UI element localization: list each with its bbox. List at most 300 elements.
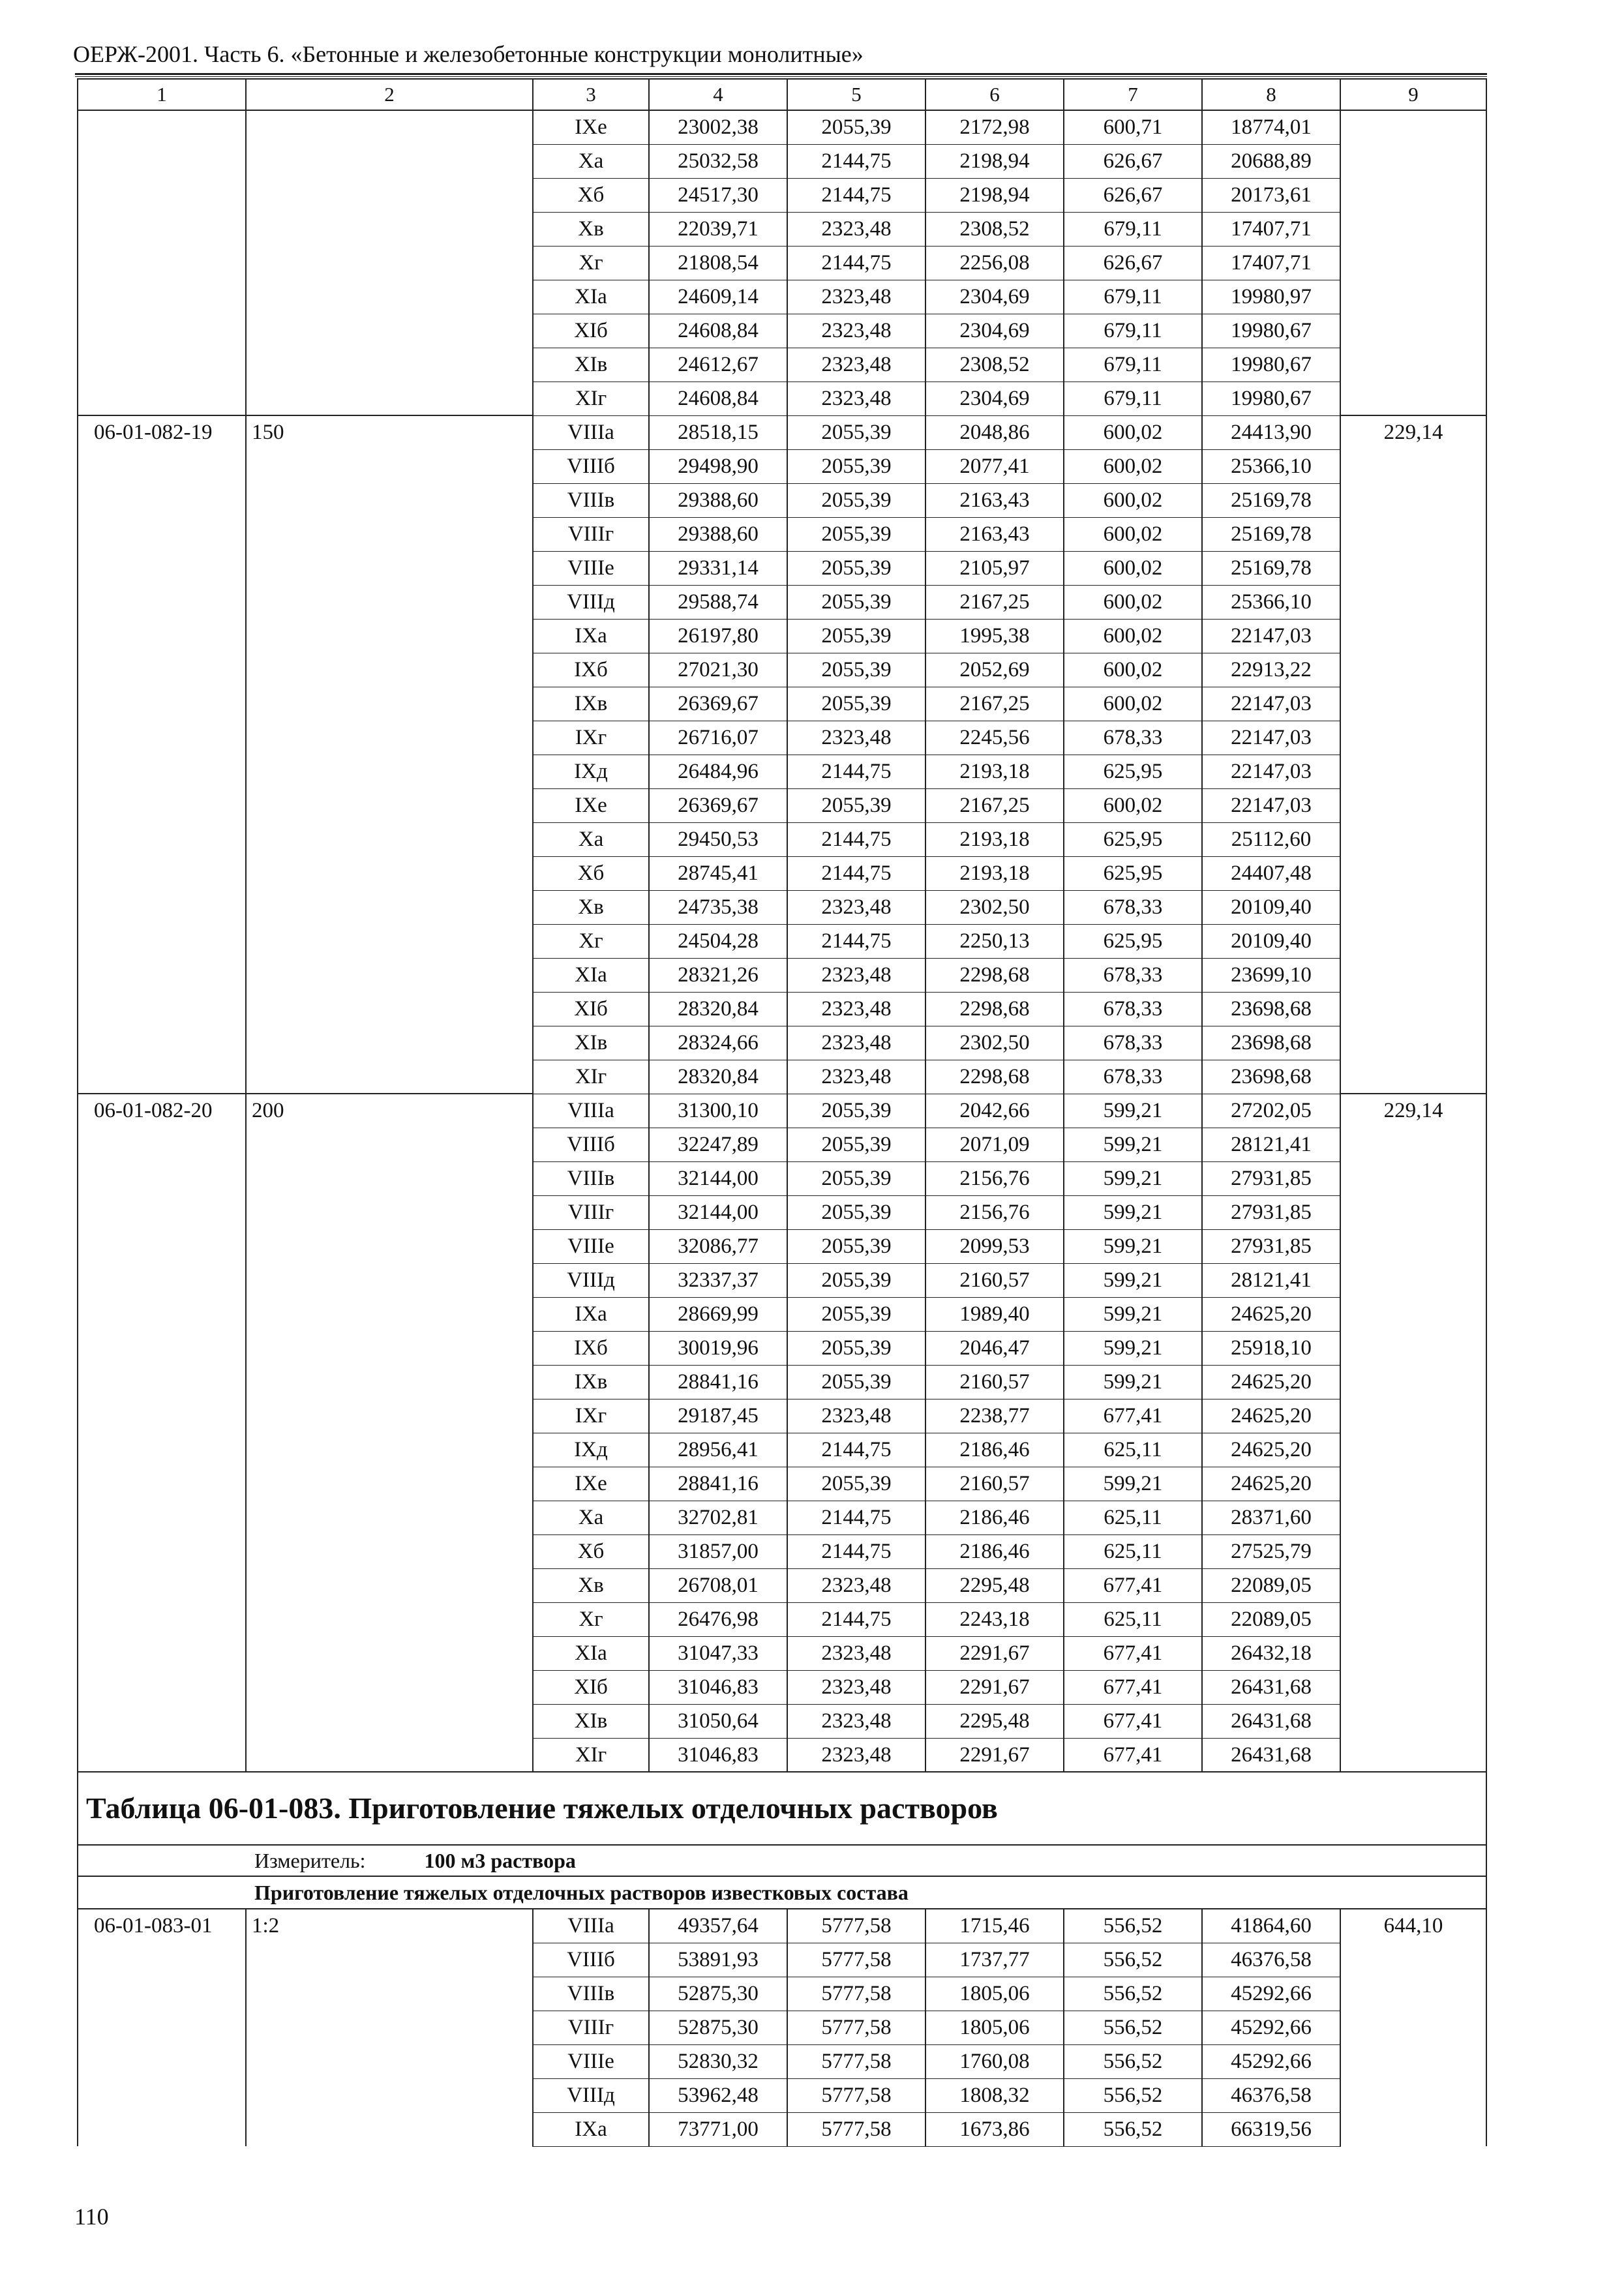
table-cell: 22147,03 (1202, 687, 1340, 721)
column-header: 7 (1064, 79, 1202, 110)
table-cell: 2055,39 (787, 619, 925, 653)
table-cell: 28320,84 (649, 992, 787, 1026)
table-row (78, 110, 1486, 144)
table-cell: 19980,67 (1202, 314, 1340, 348)
table-cell: 2291,67 (925, 1738, 1064, 1772)
table-cell: 600,02 (1064, 449, 1202, 483)
table-cell: 677,41 (1064, 1568, 1202, 1602)
table-cell: 24407,48 (1202, 856, 1340, 890)
table-cell: 24625,20 (1202, 1297, 1340, 1331)
table-cell: 679,11 (1064, 348, 1202, 382)
table-cell: 5777,58 (787, 1977, 925, 2011)
table-cell: 600,02 (1064, 483, 1202, 517)
table-cell: Xв (533, 1568, 649, 1602)
table-cell: XIг (533, 1738, 649, 1772)
table-cell: 46376,58 (1202, 2078, 1340, 2112)
table-cell: 25169,78 (1202, 517, 1340, 551)
meter-cell (78, 1845, 1486, 1876)
table-cell: 2302,50 (925, 1026, 1064, 1060)
norm-col9 (1340, 110, 1486, 415)
table-cell: 31300,10 (649, 1094, 787, 1128)
table-cell: 24612,67 (649, 348, 787, 382)
table-cell: VIIIб (533, 449, 649, 483)
table-cell: 2323,48 (787, 1636, 925, 1670)
table-cell: 30019,96 (649, 1331, 787, 1365)
table-cell: 2055,39 (787, 551, 925, 585)
table-cell: 19980,67 (1202, 382, 1340, 415)
table-cell: VIIIг (533, 1195, 649, 1229)
table-cell: IXб (533, 653, 649, 687)
table-title-row (78, 1772, 1486, 1845)
table-cell: 27931,85 (1202, 1161, 1340, 1195)
table-cell: 28745,41 (649, 856, 787, 890)
table-cell: 2144,75 (787, 1602, 925, 1636)
table-cell: 25169,78 (1202, 551, 1340, 585)
table-cell: 556,52 (1064, 1943, 1202, 1977)
table-cell: 2295,48 (925, 1568, 1064, 1602)
table-cell: 2323,48 (787, 890, 925, 924)
table-cell: VIIIe (533, 2044, 649, 2078)
table-cell: 2055,39 (787, 1331, 925, 1365)
table-cell: 22147,03 (1202, 619, 1340, 653)
table-cell: 2055,39 (787, 1297, 925, 1331)
table-cell: 2186,46 (925, 1433, 1064, 1467)
table-cell: Xa (533, 144, 649, 178)
norm-code: 06-01-082-20 (78, 1094, 246, 1772)
norm-code: 06-01-083-01 (78, 1909, 246, 2146)
table-cell: XIг (533, 1060, 649, 1094)
table-cell: 5777,58 (787, 2078, 925, 2112)
table-cell: 2144,75 (787, 1501, 925, 1534)
table-cell: 2099,53 (925, 1229, 1064, 1263)
table-cell: 53891,93 (649, 1943, 787, 1977)
table-cell: IXe (533, 1467, 649, 1501)
page-header: ОЕРЖ-2001. Часть 6. «Бетонные и железобетонные конструкции монолитные» (73, 41, 864, 67)
table-cell: 25169,78 (1202, 483, 1340, 517)
table-cell: 625,11 (1064, 1534, 1202, 1568)
table-cell: IXг (533, 1399, 649, 1433)
table-cell: 31046,83 (649, 1738, 787, 1772)
table-cell: IXa (533, 2112, 649, 2146)
column-header: 1 (78, 79, 246, 110)
norm-col9: 644,10 (1340, 1909, 1486, 2146)
table-cell: 677,41 (1064, 1738, 1202, 1772)
table-cell: 1808,32 (925, 2078, 1064, 2112)
table-cell: 18774,01 (1202, 110, 1340, 144)
table-cell: 678,33 (1064, 1060, 1202, 1094)
column-header: 5 (787, 79, 925, 110)
table-cell: 2160,57 (925, 1263, 1064, 1297)
table-cell: 2144,75 (787, 246, 925, 280)
table-cell: 2250,13 (925, 924, 1064, 958)
table-cell: 25032,58 (649, 144, 787, 178)
table-cell: 2323,48 (787, 1568, 925, 1602)
table-cell: Xв (533, 212, 649, 246)
table-cell: 2055,39 (787, 1229, 925, 1263)
table-cell: 20109,40 (1202, 890, 1340, 924)
table-cell: 626,67 (1064, 144, 1202, 178)
table-cell: 32144,00 (649, 1195, 787, 1229)
table-cell: Xa (533, 822, 649, 856)
table-cell: 22089,05 (1202, 1602, 1340, 1636)
table-cell: 556,52 (1064, 1909, 1202, 1943)
table-cell: 45292,66 (1202, 2044, 1340, 2078)
table-cell: 2048,86 (925, 415, 1064, 449)
table-cell: 22147,03 (1202, 755, 1340, 788)
table-cell: 29187,45 (649, 1399, 787, 1433)
table-cell: 5777,58 (787, 2011, 925, 2044)
header-rule (75, 73, 1487, 75)
table-cell: 2323,48 (787, 721, 925, 755)
table-cell: 26197,80 (649, 619, 787, 653)
table-cell: 2193,18 (925, 856, 1064, 890)
table-cell: 2156,76 (925, 1161, 1064, 1195)
table-cell: 23002,38 (649, 110, 787, 144)
table-cell: 2055,39 (787, 1094, 925, 1128)
table-cell: 2042,66 (925, 1094, 1064, 1128)
table-cell: 73771,00 (649, 2112, 787, 2146)
table-cell: 26369,67 (649, 788, 787, 822)
table-cell: 27525,79 (1202, 1534, 1340, 1568)
norm-parameter: 1:2 (246, 1909, 533, 2146)
table-cell: 22147,03 (1202, 788, 1340, 822)
table-cell: Xб (533, 856, 649, 890)
table-cell: XIг (533, 382, 649, 415)
table-cell: VIIIв (533, 1977, 649, 2011)
column-header: 8 (1202, 79, 1340, 110)
table-cell: 679,11 (1064, 280, 1202, 314)
table-cell: IXв (533, 687, 649, 721)
table-cell: 2144,75 (787, 822, 925, 856)
table-cell: 32144,00 (649, 1161, 787, 1195)
table-cell: 2298,68 (925, 1060, 1064, 1094)
table-cell: 20173,61 (1202, 178, 1340, 212)
header-rule-thin (75, 76, 1487, 77)
table-cell: XIб (533, 1670, 649, 1704)
table-cell: 2193,18 (925, 755, 1064, 788)
table-cell: 5777,58 (787, 1909, 925, 1943)
table-cell: 41864,60 (1202, 1909, 1340, 1943)
table-title: Таблица 06-01-083. Приготовление тяжелых отделочных растворов (78, 1772, 1486, 1845)
table-cell: 2144,75 (787, 856, 925, 890)
table-cell: 2156,76 (925, 1195, 1064, 1229)
table-cell: IXa (533, 619, 649, 653)
table-cell: 2323,48 (787, 992, 925, 1026)
table-cell: 1715,46 (925, 1909, 1064, 1943)
table-cell: 26484,96 (649, 755, 787, 788)
table-cell: 24625,20 (1202, 1467, 1340, 1501)
table-cell: 1989,40 (925, 1297, 1064, 1331)
table-cell: VIIIд (533, 1263, 649, 1297)
table-cell: 2055,39 (787, 1365, 925, 1399)
table-cell: VIIIв (533, 483, 649, 517)
table-cell: 45292,66 (1202, 1977, 1340, 2011)
table-cell: IXв (533, 1365, 649, 1399)
column-header: 3 (533, 79, 649, 110)
table-cell: 28121,41 (1202, 1128, 1340, 1161)
norm-col9: 229,14 (1340, 1094, 1486, 1772)
table-cell: 24625,20 (1202, 1365, 1340, 1399)
table-cell: 28324,66 (649, 1026, 787, 1060)
table-cell: 26708,01 (649, 1568, 787, 1602)
price-table (77, 78, 1487, 2147)
table-cell: Xб (533, 178, 649, 212)
table-cell: 32702,81 (649, 1501, 787, 1534)
table-cell: 53962,48 (649, 2078, 787, 2112)
table-cell: 5777,58 (787, 2044, 925, 2078)
table-cell: 2167,25 (925, 687, 1064, 721)
table-cell: 5777,58 (787, 1943, 925, 1977)
table-cell: 2055,39 (787, 1161, 925, 1195)
table-cell: 2055,39 (787, 653, 925, 687)
table-cell: 29498,90 (649, 449, 787, 483)
table-cell: 23698,68 (1202, 1026, 1340, 1060)
table-cell: 26432,18 (1202, 1636, 1340, 1670)
table-cell: XIв (533, 1704, 649, 1738)
table-cell: 679,11 (1064, 314, 1202, 348)
table-cell: VIIIд (533, 585, 649, 619)
table-cell: VIIIe (533, 1229, 649, 1263)
table-cell: 677,41 (1064, 1704, 1202, 1738)
table-cell: Xб (533, 1534, 649, 1568)
subsection-title: Приготовление тяжелых отделочных растворов известковых состава (78, 1876, 1486, 1909)
table-cell: 2163,43 (925, 483, 1064, 517)
table-cell: 625,95 (1064, 822, 1202, 856)
table-cell: XIв (533, 348, 649, 382)
table-cell: 2323,48 (787, 348, 925, 382)
table-cell: 625,11 (1064, 1433, 1202, 1467)
table-cell: 2298,68 (925, 992, 1064, 1026)
table-cell: 31047,33 (649, 1636, 787, 1670)
table-cell: Xг (533, 246, 649, 280)
table-cell: 2198,94 (925, 178, 1064, 212)
table-cell: 678,33 (1064, 1026, 1202, 1060)
table-cell: 600,02 (1064, 619, 1202, 653)
table-cell: 2198,94 (925, 144, 1064, 178)
table-cell: 29450,53 (649, 822, 787, 856)
table-cell: 2144,75 (787, 755, 925, 788)
table-cell: 2304,69 (925, 382, 1064, 415)
table-cell: 32337,37 (649, 1263, 787, 1297)
table-cell: 2186,46 (925, 1501, 1064, 1534)
table-cell: VIIIв (533, 1161, 649, 1195)
table-cell: 19980,97 (1202, 280, 1340, 314)
table-cell: 17407,71 (1202, 212, 1340, 246)
table-cell: 29388,60 (649, 483, 787, 517)
table-cell: 28669,99 (649, 1297, 787, 1331)
table-cell: IXг (533, 721, 649, 755)
table-cell: 24608,84 (649, 314, 787, 348)
table-cell: XIб (533, 314, 649, 348)
norm-parameter: 150 (246, 415, 533, 1094)
table-cell: 2323,48 (787, 1026, 925, 1060)
table-cell: 600,71 (1064, 110, 1202, 144)
table-cell: 599,21 (1064, 1297, 1202, 1331)
table-cell: 679,11 (1064, 382, 1202, 415)
table-cell: 599,21 (1064, 1365, 1202, 1399)
table-cell: 1673,86 (925, 2112, 1064, 2146)
table-cell: 24609,14 (649, 280, 787, 314)
table-cell: XIa (533, 1636, 649, 1670)
table-cell: 2055,39 (787, 1195, 925, 1229)
table-row (78, 1909, 1486, 1943)
table-cell: 600,02 (1064, 551, 1202, 585)
table-cell: 677,41 (1064, 1399, 1202, 1433)
table-cell: 600,02 (1064, 788, 1202, 822)
table-cell: 2243,18 (925, 1602, 1064, 1636)
table-row (78, 415, 1486, 449)
table-cell: Xв (533, 890, 649, 924)
table-cell: 24504,28 (649, 924, 787, 958)
table-row (78, 1094, 1486, 1128)
table-cell: 2144,75 (787, 178, 925, 212)
table-cell: 599,21 (1064, 1331, 1202, 1365)
table-cell: 625,95 (1064, 755, 1202, 788)
table-cell: 22913,22 (1202, 653, 1340, 687)
table-cell: VIIIб (533, 1943, 649, 1977)
table-cell: 2256,08 (925, 246, 1064, 280)
table-cell: 29388,60 (649, 517, 787, 551)
table-cell: 22089,05 (1202, 1568, 1340, 1602)
table-cell: 2323,48 (787, 1060, 925, 1094)
table-cell: 2144,75 (787, 924, 925, 958)
table-cell: 599,21 (1064, 1263, 1202, 1297)
table-cell: 626,67 (1064, 246, 1202, 280)
table-cell: 625,95 (1064, 856, 1202, 890)
table-cell: 1760,08 (925, 2044, 1064, 2078)
table-cell: 2077,41 (925, 449, 1064, 483)
norm-code: 06-01-082-19 (78, 415, 246, 1094)
table-cell: 600,02 (1064, 415, 1202, 449)
table-cell: 24625,20 (1202, 1399, 1340, 1433)
table-cell: 2167,25 (925, 788, 1064, 822)
table-cell: 24735,38 (649, 890, 787, 924)
table-cell: 599,21 (1064, 1128, 1202, 1161)
table-cell: 599,21 (1064, 1467, 1202, 1501)
table-cell: 600,02 (1064, 517, 1202, 551)
table-cell: XIa (533, 958, 649, 992)
table-cell: 27931,85 (1202, 1195, 1340, 1229)
table-cell: 28518,15 (649, 415, 787, 449)
table-cell: 26431,68 (1202, 1738, 1340, 1772)
table-cell: 2295,48 (925, 1704, 1064, 1738)
norm-code (78, 110, 246, 415)
meter-value: 100 м3 раствора (424, 1849, 576, 1872)
norm-parameter: 200 (246, 1094, 533, 1772)
table-cell: IXe (533, 788, 649, 822)
table-cell: 2245,56 (925, 721, 1064, 755)
table-cell: 24608,84 (649, 382, 787, 415)
subsection-row (78, 1876, 1486, 1909)
table-cell: XIв (533, 1026, 649, 1060)
table-cell: 2193,18 (925, 822, 1064, 856)
table-cell: VIIIд (533, 2078, 649, 2112)
table-cell: VIIIг (533, 2011, 649, 2044)
table-cell: 20688,89 (1202, 144, 1340, 178)
table-cell: 46376,58 (1202, 1943, 1340, 1977)
table-cell: IXб (533, 1331, 649, 1365)
table-cell: 2167,25 (925, 585, 1064, 619)
table-cell: 27202,05 (1202, 1094, 1340, 1128)
table-cell: 2160,57 (925, 1365, 1064, 1399)
column-header: 9 (1340, 79, 1486, 110)
table-cell: 2055,39 (787, 449, 925, 483)
table-cell: VIIIa (533, 1094, 649, 1128)
table-cell: VIIIa (533, 1909, 649, 1943)
table-cell: 2323,48 (787, 1738, 925, 1772)
table-cell: 25112,60 (1202, 822, 1340, 856)
table-cell: 24517,30 (649, 178, 787, 212)
table-cell: 26716,07 (649, 721, 787, 755)
table-cell: 2055,39 (787, 1263, 925, 1297)
table-cell: 28320,84 (649, 1060, 787, 1094)
table-cell: 21808,54 (649, 246, 787, 280)
table-cell: IXд (533, 1433, 649, 1467)
table-cell: 25918,10 (1202, 1331, 1340, 1365)
table-cell: 2308,52 (925, 348, 1064, 382)
table-cell: 23698,68 (1202, 1060, 1340, 1094)
table-cell: 1995,38 (925, 619, 1064, 653)
table-cell: 556,52 (1064, 2011, 1202, 2044)
table-cell: 625,11 (1064, 1602, 1202, 1636)
table-cell: 2055,39 (787, 1467, 925, 1501)
table-cell: 678,33 (1064, 721, 1202, 755)
table-cell: 29588,74 (649, 585, 787, 619)
table-cell: 626,67 (1064, 178, 1202, 212)
table-cell: 2055,39 (787, 483, 925, 517)
table-cell: 24413,90 (1202, 415, 1340, 449)
table-cell: 1805,06 (925, 2011, 1064, 2044)
table-cell: 17407,71 (1202, 246, 1340, 280)
table-cell: 26476,98 (649, 1602, 787, 1636)
table-cell: 2298,68 (925, 958, 1064, 992)
table-cell: 600,02 (1064, 687, 1202, 721)
table-cell: 1737,77 (925, 1943, 1064, 1977)
column-header: 2 (246, 79, 533, 110)
table-cell: 2304,69 (925, 314, 1064, 348)
table-cell: 5777,58 (787, 2112, 925, 2146)
table-cell: 2163,43 (925, 517, 1064, 551)
table-cell: 2323,48 (787, 280, 925, 314)
table-cell: 1805,06 (925, 1977, 1064, 2011)
table-cell: 2160,57 (925, 1467, 1064, 1501)
column-header-row (78, 79, 1486, 110)
table-cell: 26431,68 (1202, 1670, 1340, 1704)
table-cell: 52875,30 (649, 1977, 787, 2011)
table-cell: 2055,39 (787, 517, 925, 551)
table-cell: 678,33 (1064, 958, 1202, 992)
table-cell: Xг (533, 1602, 649, 1636)
table-cell: 22039,71 (649, 212, 787, 246)
table-cell: 28956,41 (649, 1433, 787, 1467)
table-cell: 2172,98 (925, 110, 1064, 144)
table-cell: 32247,89 (649, 1128, 787, 1161)
table-cell: 625,95 (1064, 924, 1202, 958)
table-cell: 2055,39 (787, 788, 925, 822)
table-cell: 2323,48 (787, 1670, 925, 1704)
table-cell: 2105,97 (925, 551, 1064, 585)
table-cell: 2144,75 (787, 144, 925, 178)
table-cell: 678,33 (1064, 890, 1202, 924)
table-cell: 556,52 (1064, 2078, 1202, 2112)
table-cell: 2302,50 (925, 890, 1064, 924)
meter-label: Измеритель: (254, 1849, 366, 1872)
table-cell: VIIIг (533, 517, 649, 551)
table-cell: 49357,64 (649, 1909, 787, 1943)
table-cell: XIб (533, 992, 649, 1026)
table-cell: 2055,39 (787, 415, 925, 449)
table-cell: 679,11 (1064, 212, 1202, 246)
